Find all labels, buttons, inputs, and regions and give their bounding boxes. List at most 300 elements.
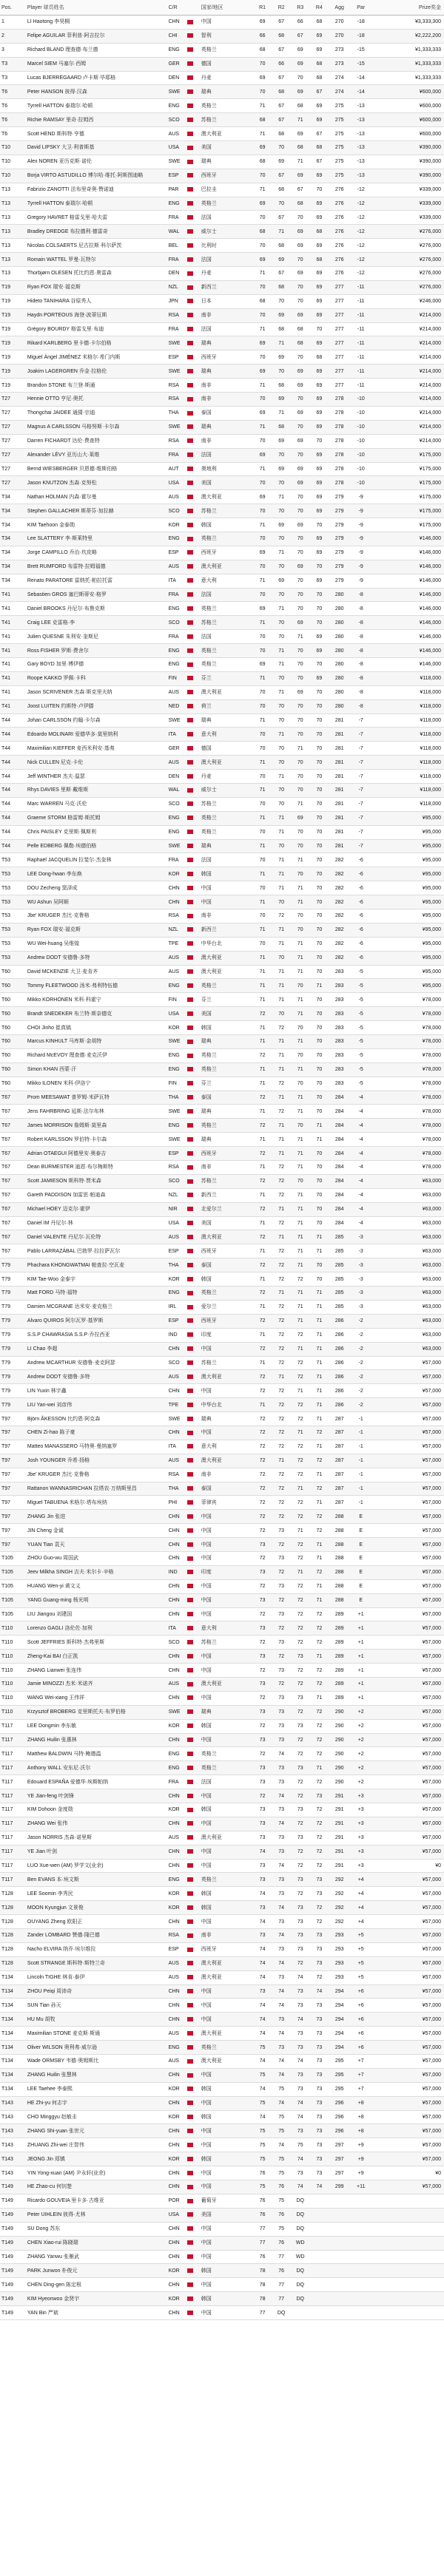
- cell-country: 中国: [200, 2068, 253, 2082]
- cell-prize: ¥57,000: [371, 1831, 444, 1845]
- cell-par: -10: [350, 476, 371, 490]
- cell-r3: 70: [291, 1174, 310, 1188]
- cell-par: -5: [350, 993, 371, 1007]
- cell-agg: 270: [329, 16, 350, 30]
- cell-r1: 71: [253, 1188, 272, 1202]
- cell-r2: 70: [272, 951, 291, 965]
- cell-r3: 67: [291, 183, 310, 197]
- cell-country: 美国: [200, 1216, 253, 1230]
- cell-r3: 71: [291, 1202, 310, 1216]
- cell-prize: ¥57,000: [371, 1356, 444, 1370]
- cell-r1: 71: [253, 1216, 272, 1230]
- cell-prize: ¥57,000: [371, 1803, 444, 1817]
- cell-r3: 69: [291, 560, 310, 574]
- cell-cr: ESP: [167, 169, 188, 183]
- cell-pos: T27: [0, 406, 26, 420]
- cell-player: Nathan HOLMAN 内森·霍尔曼: [26, 490, 167, 504]
- cell-country: 西班牙: [200, 546, 253, 560]
- cell-cr: CHN: [167, 1607, 188, 1621]
- cell-cr: ENG: [167, 43, 188, 57]
- cell-r3: 72: [291, 1817, 310, 1831]
- cell-r3: 69: [291, 379, 310, 393]
- cell-r4: 69: [310, 308, 329, 322]
- cell-country: 瑞典: [200, 1412, 253, 1426]
- flag-icon: [187, 280, 199, 294]
- cell-r1: 70: [253, 560, 272, 574]
- cell-agg: 297: [329, 2138, 350, 2152]
- flag-icon: [187, 742, 199, 756]
- cell-agg: 287: [329, 1440, 350, 1454]
- cell-r1: 69: [253, 141, 272, 155]
- cell-prize: ¥78,000: [371, 1119, 444, 1133]
- cell-pos: T105: [0, 1551, 26, 1565]
- cell-r3: 75: [291, 2138, 310, 2152]
- cell-player: Joost LUITEN 约斯特·卢伊滕: [26, 699, 167, 714]
- cell-player: Julien QUESNE 朱利安·奎斯尼: [26, 630, 167, 644]
- cell-prize: ¥600,000: [371, 127, 444, 141]
- cell-r4: 70: [310, 993, 329, 1007]
- results-body: [0, 16, 444, 2320]
- cell-agg: 281: [329, 811, 350, 825]
- cell-par: -6: [350, 923, 371, 937]
- cell-prize: ¥57,000: [371, 1817, 444, 1831]
- flag-icon: [187, 294, 199, 308]
- cell-r1: 70: [253, 685, 272, 699]
- cell-par: -8: [350, 630, 371, 644]
- table-row: [0, 462, 444, 476]
- cell-r1: 74: [253, 2082, 272, 2096]
- cell-prize: ¥339,000: [371, 197, 444, 211]
- cell-r1: 71: [253, 951, 272, 965]
- cell-pos: T134: [0, 2068, 26, 2082]
- flag-icon: [187, 1942, 199, 1956]
- flag-icon: [187, 239, 199, 253]
- cell-par: -12: [350, 267, 371, 281]
- cell-r4: 70: [310, 1091, 329, 1105]
- cell-cr: IRL: [167, 1300, 188, 1314]
- cell-agg: 286: [329, 1356, 350, 1370]
- cell-par: -14: [350, 85, 371, 99]
- cell-r4: 70: [310, 783, 329, 797]
- cell-r1: 70: [253, 57, 272, 71]
- cell-par: -11: [350, 308, 371, 322]
- cell-r1: 70: [253, 350, 272, 365]
- cell-pos: T128: [0, 1929, 26, 1943]
- cell-country: 比利时: [200, 239, 253, 253]
- cell-prize: ¥146,000: [371, 532, 444, 546]
- cell-r4: 69: [310, 476, 329, 490]
- cell-pos: T105: [0, 1607, 26, 1621]
- cell-r3: 72: [291, 1789, 310, 1803]
- cell-prize: ¥1,333,333: [371, 71, 444, 85]
- cell-player: Tommy FLEETWOOD 汤米·弗利特伍德: [26, 979, 167, 993]
- cell-country: 韩国: [200, 2082, 253, 2096]
- cell-country: 瑞典: [200, 1705, 253, 1719]
- table-row: [0, 1216, 444, 1230]
- cell-player: LEE Soomin 李秀民: [26, 1887, 167, 1901]
- flag-icon: [187, 2124, 199, 2138]
- cell-prize: ¥63,000: [371, 1230, 444, 1244]
- cell-country: 中国: [200, 1859, 253, 1873]
- table-row: [0, 1328, 444, 1342]
- cell-pos: T6: [0, 127, 26, 141]
- cell-r1: 76: [253, 2166, 272, 2180]
- flag-icon: [187, 1636, 199, 1650]
- cell-agg: 287: [329, 1454, 350, 1468]
- cell-player: LEE Taehee 李泰熙: [26, 2082, 167, 2096]
- cell-country: 泰国: [200, 406, 253, 420]
- flag-icon: [187, 993, 199, 1007]
- cell-pos: T117: [0, 1761, 26, 1775]
- cell-r4: 70: [310, 602, 329, 616]
- cell-par: [350, 2194, 371, 2208]
- cell-par: +3: [350, 1803, 371, 1817]
- cell-r2: 68: [272, 420, 291, 434]
- cell-country: 西班牙: [200, 1147, 253, 1161]
- cell-cr: KOR: [167, 2152, 188, 2166]
- cell-r2: 73: [272, 1733, 291, 1747]
- cell-cr: ENG: [167, 1747, 188, 1761]
- cell-country: 韩国: [200, 518, 253, 532]
- cell-r1: 70: [253, 881, 272, 895]
- cell-cr: SWE: [167, 365, 188, 379]
- cell-r3: 73: [291, 1691, 310, 1705]
- cell-player: Ryan FOX 瑞安·福克斯: [26, 280, 167, 294]
- cell-prize: ¥95,000: [371, 839, 444, 853]
- cell-pos: T67: [0, 1202, 26, 1216]
- cell-r3: 72: [291, 1440, 310, 1454]
- cell-pos: T128: [0, 1901, 26, 1915]
- cell-agg: 281: [329, 797, 350, 811]
- cell-r2: 71: [272, 923, 291, 937]
- cell-r3: 70: [291, 1077, 310, 1091]
- flag-icon: [187, 797, 199, 811]
- cell-pos: T110: [0, 1677, 26, 1691]
- cell-r1: 71: [253, 979, 272, 993]
- cell-player: DOU Zecheng 窦泽成: [26, 881, 167, 895]
- cell-r2: 71: [272, 657, 291, 671]
- cell-player: Daniel IM 丹尼尔·林: [26, 1216, 167, 1230]
- cell-cr: PHI: [167, 1496, 188, 1510]
- flag-icon: [187, 169, 199, 183]
- cell-r3: 71: [291, 965, 310, 979]
- cell-player: Darren FICHARDT 达伦·费查特: [26, 434, 167, 448]
- cell-player: Miguel Ángel JIMÉNEZ 米格尔·希门内斯: [26, 350, 167, 365]
- cell-r2: 71: [272, 853, 291, 867]
- cell-cr: ENG: [167, 532, 188, 546]
- cell-r2: 71: [272, 1370, 291, 1384]
- table-row: [0, 211, 444, 225]
- cell-pos: T41: [0, 699, 26, 714]
- cell-par: -4: [350, 1147, 371, 1161]
- cell-par: +3: [350, 1859, 371, 1873]
- cell-player: Scott HEND 斯科特·亨德: [26, 127, 167, 141]
- cell-agg: 283: [329, 1007, 350, 1021]
- flag-icon: [187, 853, 199, 867]
- cell-par: +2: [350, 1705, 371, 1719]
- cell-country: 丹麦: [200, 770, 253, 784]
- cell-agg: 287: [329, 1426, 350, 1440]
- cell-pos: T117: [0, 1831, 26, 1845]
- cell-par: -1: [350, 1412, 371, 1426]
- cell-cr: AUS: [167, 685, 188, 699]
- table-row: [0, 742, 444, 756]
- header-prize: Prize奖金: [371, 0, 444, 16]
- cell-cr: NED: [167, 699, 188, 714]
- cell-par: -4: [350, 1091, 371, 1105]
- cell-r2: 75: [272, 2222, 291, 2236]
- cell-par: +9: [350, 2152, 371, 2166]
- cell-r1: 71: [253, 127, 272, 141]
- cell-r1: 70: [253, 169, 272, 183]
- cell-r2: 71: [272, 811, 291, 825]
- cell-prize: ¥390,000: [371, 155, 444, 169]
- cell-r1: 69: [253, 406, 272, 420]
- cell-r2: 71: [272, 490, 291, 504]
- flag-icon: [187, 225, 199, 239]
- cell-r1: 69: [253, 365, 272, 379]
- cell-r4: 71: [310, 1384, 329, 1398]
- cell-prize: ¥63,000: [371, 1287, 444, 1301]
- cell-player: Pelle EDBERG 佩勒·埃德伯格: [26, 839, 167, 853]
- cell-r4: 73: [310, 2166, 329, 2180]
- cell-r3: 71: [291, 1230, 310, 1244]
- flag-icon: [187, 770, 199, 784]
- cell-prize: ¥95,000: [371, 895, 444, 909]
- cell-pos: T19: [0, 294, 26, 308]
- cell-r3: 71: [291, 1300, 310, 1314]
- cell-par: +6: [350, 1984, 371, 1999]
- flag-icon: [187, 1454, 199, 1468]
- cell-r4: 72: [310, 1831, 329, 1845]
- cell-player: Peter HANSON 彼得·汉森: [26, 85, 167, 99]
- table-row: [0, 2306, 444, 2320]
- cell-r1: 71: [253, 811, 272, 825]
- cell-agg: 294: [329, 2041, 350, 2055]
- cell-cr: FRA: [167, 588, 188, 602]
- cell-r3: 72: [291, 1468, 310, 1482]
- cell-pos: T67: [0, 1230, 26, 1244]
- cell-prize: ¥2,222,200: [371, 29, 444, 43]
- cell-par: -13: [350, 127, 371, 141]
- cell-cr: IND: [167, 1565, 188, 1579]
- cell-par: E: [350, 1551, 371, 1565]
- flag-icon: [187, 1901, 199, 1915]
- cell-cr: CHN: [167, 1342, 188, 1356]
- cell-r3: 70: [291, 671, 310, 685]
- cell-par: +1: [350, 1664, 371, 1678]
- cell-r4: 69: [310, 546, 329, 560]
- flag-icon: [187, 2194, 199, 2208]
- cell-par: -7: [350, 839, 371, 853]
- cell-prize: ¥57,000: [371, 1775, 444, 1789]
- cell-country: 芬兰: [200, 671, 253, 685]
- table-row: [0, 853, 444, 867]
- cell-r4: 72: [310, 1915, 329, 1929]
- cell-r2: 74: [272, 1901, 291, 1915]
- cell-r3: 68: [291, 322, 310, 336]
- cell-r4: 72: [310, 1524, 329, 1538]
- cell-r4: 67: [310, 85, 329, 99]
- cell-r2: DQ: [272, 2306, 291, 2320]
- cell-r3: 70: [291, 1021, 310, 1035]
- cell-pos: T117: [0, 1859, 26, 1873]
- cell-r2: 67: [272, 211, 291, 225]
- cell-cr: CHN: [167, 2222, 188, 2236]
- cell-player: Scott JEFFRIES 斯科特·杰弗里斯: [26, 1636, 167, 1650]
- cell-player: WU Ashun 吴阿顺: [26, 895, 167, 909]
- cell-agg: 276: [329, 267, 350, 281]
- cell-r4: 69: [310, 532, 329, 546]
- table-row: [0, 685, 444, 699]
- cell-cr: CHN: [167, 1579, 188, 1593]
- cell-agg: 289: [329, 1691, 350, 1705]
- cell-agg: 282: [329, 853, 350, 867]
- cell-cr: ITA: [167, 574, 188, 588]
- cell-country: 瑞典: [200, 85, 253, 99]
- cell-pos: T149: [0, 2264, 26, 2278]
- cell-country: 丹麦: [200, 267, 253, 281]
- cell-par: +8: [350, 2124, 371, 2138]
- cell-r3: 72: [291, 1454, 310, 1468]
- cell-country: 南非: [200, 1468, 253, 1482]
- cell-r2: 72: [272, 1300, 291, 1314]
- cell-agg: 280: [329, 630, 350, 644]
- table-row: [0, 699, 444, 714]
- cell-player: SU Dong 苏东: [26, 2222, 167, 2236]
- cell-prize: ¥214,000: [371, 379, 444, 393]
- cell-player: ZHUANG Zhi-wei 庄智伟: [26, 2138, 167, 2152]
- cell-country: 英格兰: [200, 657, 253, 671]
- table-row: [0, 420, 444, 434]
- cell-prize: ¥57,000: [371, 1677, 444, 1691]
- cell-country: 英格兰: [200, 43, 253, 57]
- cell-agg: [329, 2222, 350, 2236]
- cell-r4: [310, 2194, 329, 2208]
- cell-country: 中国: [200, 895, 253, 909]
- cell-r1: 72: [253, 1412, 272, 1426]
- cell-pos: T117: [0, 1775, 26, 1789]
- cell-agg: 284: [329, 1216, 350, 1230]
- flag-icon: [187, 99, 199, 113]
- cell-par: -5: [350, 979, 371, 993]
- cell-cr: NIR: [167, 1202, 188, 1216]
- cell-cr: ENG: [167, 197, 188, 211]
- cell-r4: 71: [310, 1691, 329, 1705]
- cell-r3: 74: [291, 2096, 310, 2110]
- flag-icon: [187, 671, 199, 685]
- cell-cr: AUS: [167, 1970, 188, 1984]
- cell-player: HU Mu 胡牧: [26, 2013, 167, 2027]
- cell-r4: 70: [310, 909, 329, 923]
- cell-prize: ¥57,000: [371, 1440, 444, 1454]
- cell-country: 英格兰: [200, 532, 253, 546]
- table-row: [0, 1621, 444, 1636]
- cell-r1: 72: [253, 1202, 272, 1216]
- cell-r1: 70: [253, 239, 272, 253]
- cell-country: 威尔士: [200, 225, 253, 239]
- cell-cr: ENG: [167, 657, 188, 671]
- cell-r2: 72: [272, 1398, 291, 1412]
- cell-country: 德国: [200, 742, 253, 756]
- cell-prize: ¥276,000: [371, 225, 444, 239]
- cell-pos: T60: [0, 965, 26, 979]
- table-row: [0, 113, 444, 127]
- cell-cr: AUS: [167, 490, 188, 504]
- table-row: [0, 937, 444, 951]
- cell-par: -13: [350, 113, 371, 127]
- cell-r4: 71: [310, 1551, 329, 1565]
- cell-r2: 67: [272, 71, 291, 85]
- cell-pos: T134: [0, 2055, 26, 2069]
- cell-par: -3: [350, 1287, 371, 1301]
- cell-country: 西班牙: [200, 169, 253, 183]
- cell-r4: 70: [310, 1021, 329, 1035]
- header-row: [0, 0, 444, 16]
- cell-prize: ¥57,000: [371, 2013, 444, 2027]
- cell-r1: 70: [253, 393, 272, 407]
- cell-r3: 71: [291, 1007, 310, 1021]
- flag-icon: [187, 2027, 199, 2041]
- cell-cr: CHN: [167, 2138, 188, 2152]
- cell-cr: CHN: [167, 1999, 188, 2013]
- cell-agg: 293: [329, 1942, 350, 1956]
- table-row: [0, 1789, 444, 1803]
- cell-r2: 70: [272, 588, 291, 602]
- cell-r3: 72: [291, 1859, 310, 1873]
- cell-cr: RSA: [167, 1161, 188, 1175]
- cell-player: Prom MEESAWAT 普罗姆·米萨瓦特: [26, 1091, 167, 1105]
- cell-r1: 74: [253, 1956, 272, 1970]
- cell-prize: ¥214,000: [371, 308, 444, 322]
- cell-cr: DEN: [167, 71, 188, 85]
- cell-player: Lee SLATTERY 李·斯莱特里: [26, 532, 167, 546]
- cell-r4: 68: [310, 57, 329, 71]
- cell-pos: T67: [0, 1216, 26, 1230]
- cell-r2: 70: [272, 699, 291, 714]
- cell-country: 中国: [200, 1664, 253, 1678]
- cell-cr: SWE: [167, 155, 188, 169]
- cell-r1: 73: [253, 1817, 272, 1831]
- cell-country: 澳大利亚: [200, 1230, 253, 1244]
- cell-r1: 70: [253, 630, 272, 644]
- cell-pos: T117: [0, 1789, 26, 1803]
- cell-r1: 75: [253, 2124, 272, 2138]
- cell-prize: ¥78,000: [371, 1077, 444, 1091]
- cell-cr: KOR: [167, 518, 188, 532]
- cell-player: Bradley DREDGE 布拉德利·德雷奇: [26, 225, 167, 239]
- cell-r3: 70: [291, 714, 310, 728]
- cell-r3: 70: [291, 1119, 310, 1133]
- cell-r1: 70: [253, 937, 272, 951]
- table-row: [0, 965, 444, 979]
- cell-par: -1: [350, 1496, 371, 1510]
- cell-par: [350, 2292, 371, 2306]
- cell-r1: 73: [253, 1565, 272, 1579]
- flag-icon: [187, 909, 199, 923]
- cell-agg: 292: [329, 1887, 350, 1901]
- cell-r1: 75: [253, 2068, 272, 2082]
- cell-par: -11: [350, 350, 371, 365]
- cell-country: 瑞典: [200, 420, 253, 434]
- cell-r4: 69: [310, 169, 329, 183]
- flag-icon: [187, 1077, 199, 1091]
- cell-par: -15: [350, 57, 371, 71]
- cell-r4: 68: [310, 16, 329, 30]
- cell-pos: T53: [0, 909, 26, 923]
- cell-country: 南非: [200, 434, 253, 448]
- flag-icon: [187, 1230, 199, 1244]
